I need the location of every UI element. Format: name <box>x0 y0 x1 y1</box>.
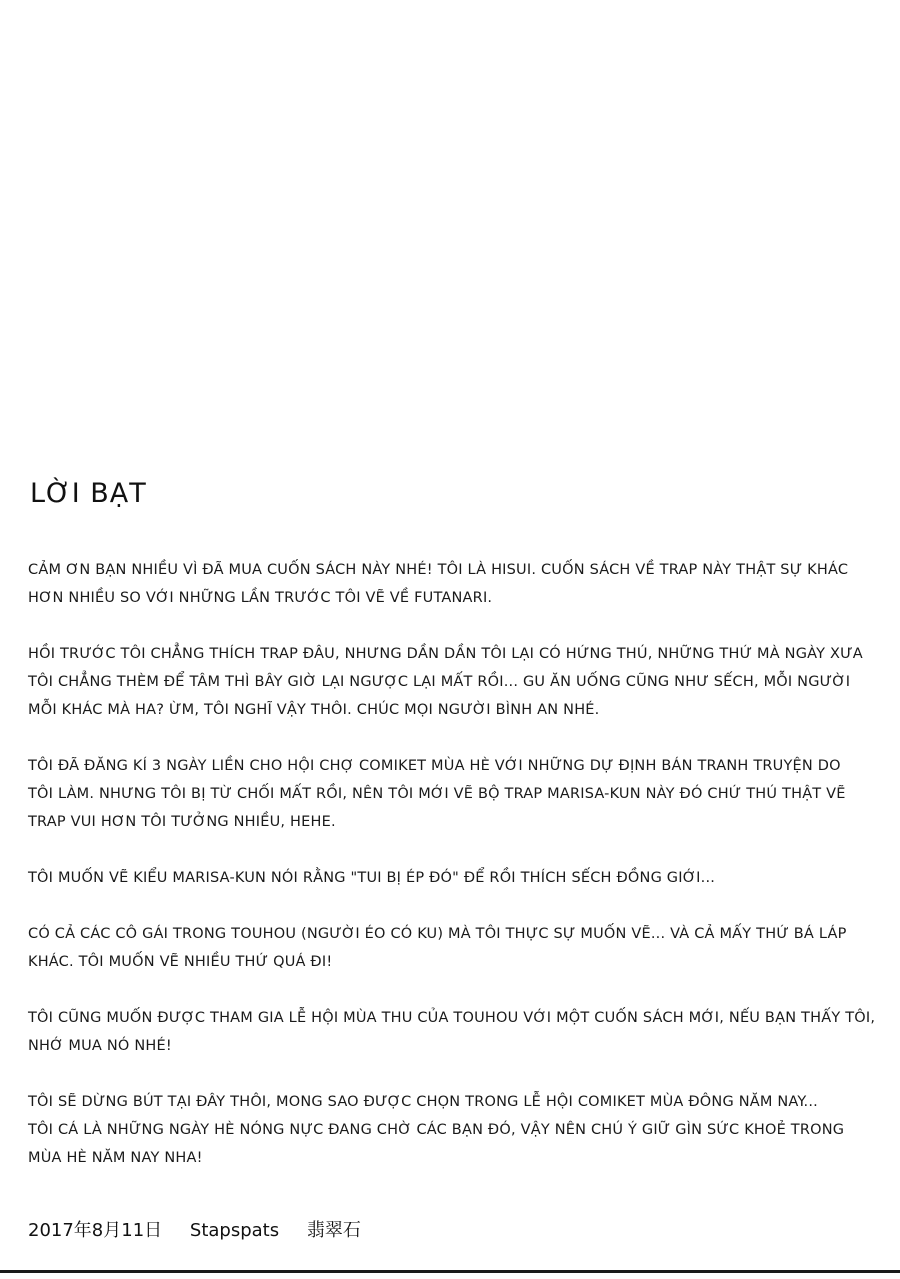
text-line: MÙA HÈ NĂM NAY NHA! <box>28 1150 203 1166</box>
footer-date: 2017年8月11日 <box>28 1220 163 1241</box>
footer-circle-name: Stapspats <box>189 1220 280 1241</box>
text-line: CÓ CẢ CÁC CÔ GÁI TRONG TOUHOU (NGƯỜI ÉO CÓ KU) MÀ TÔI THỰC SỰ MUỐN VẼ... VÀ CẢ MẤY THỨ BÁ LÁP <box>28 926 847 942</box>
text-line: CẢM ƠN BẠN NHIỀU VÌ ĐÃ MUA CUỐN SÁCH NÀY NHÉ! TÔI LÀ HISUI. CUỐN SÁCH VỀ TRAP NÀY THẬT SỰ KHÁC <box>28 562 849 578</box>
text-line: MỖI KHÁC MÀ HA? ỪM, TÔI NGHĨ VẬY THÔI. CHÚC MỌI NGƯỜI BÌNH AN NHÉ. <box>28 702 600 718</box>
signature-footer <box>28 1216 383 1242</box>
text-line: TÔI CÁ LÀ NHỮNG NGÀY HÈ NÓNG NỰC ĐANG CHỜ CÁC BẠN ĐÓ, VẬY NÊN CHÚ Ý GIỮ GÌN SỨC KHOẺ TRONG <box>28 1122 845 1138</box>
text-line: KHÁC. TÔI MUỐN VẼ NHIỀU THỨ QUÁ ĐI! <box>28 954 333 970</box>
text-line: HƠN NHIỀU SO VỚI NHỮNG LẦN TRƯỚC TÔI VẼ VỀ FUTANARI. <box>28 590 493 606</box>
text-line: TÔI SẼ DỪNG BÚT TẠI ĐÂY THÔI, MONG SAO ĐƯỢC CHỌN TRONG LỄ HỘI COMIKET MÙA ĐÔNG NĂM NAY... <box>28 1094 818 1110</box>
text-line: TÔI ĐÃ ĐĂNG KÍ 3 NGÀY LIỀN CHO HỘI CHỢ COMIKET MÙA HÈ VỚI NHỮNG DỰ ĐỊNH BÁN TRANH TRUYỆN DO <box>28 758 841 774</box>
text-line: TÔI CŨNG MUỐN ĐƯỢC THAM GIA LỄ HỘI MÙA THU CỦA TOUHOU VỚI MỘT CUỐN SÁCH MỚI, NẾU BẠN THẤY TÔI, <box>28 1010 876 1026</box>
paragraph <box>28 1088 868 1172</box>
page-title: LỜI BẠT <box>30 478 147 509</box>
paragraph <box>28 556 868 612</box>
paragraph <box>28 752 868 836</box>
text-line: NHỚ MUA NÓ NHÉ! <box>28 1038 172 1054</box>
text-line: TRAP VUI HƠN TÔI TƯỞNG NHIỀU, HEHE. <box>28 814 336 830</box>
text-line: TÔI MUỐN VẼ KIỂU MARISA-KUN NÓI RẰNG "TUI BỊ ÉP ĐÓ" ĐỂ RỒI THÍCH SẾCH ĐỒNG GIỚI... <box>28 870 716 886</box>
bottom-edge-line <box>0 1270 900 1273</box>
text-line: TÔI CHẲNG THÈM ĐỂ TÂM THÌ BÂY GIỜ LẠI NGƯỢC LẠI MẤT RỒI... GU ĂN UỐNG CŨNG NHƯ SẾCH, MỖI NGƯỜI <box>28 674 851 690</box>
paragraph <box>28 920 868 976</box>
text-line: HỒI TRƯỚC TÔI CHẲNG THÍCH TRAP ĐÂU, NHƯNG DẦN DẦN TÔI LẠI CÓ HỨNG THÚ, NHỮNG THỨ MÀ NGÀY XƯA <box>28 646 863 662</box>
paragraph <box>28 1004 876 1060</box>
text-line: TÔI LÀM. NHƯNG TÔI BỊ TỪ CHỐI MẤT RỒI, NÊN TÔI MỚI VẼ BỘ TRAP MARISA-KUN NÀY ĐÓ CHỨ THÚ THẬT VẼ <box>28 786 846 802</box>
paragraph <box>28 864 868 892</box>
afterword-body <box>28 556 876 1200</box>
paragraph <box>28 640 868 724</box>
footer-author-name: 翡翠石 <box>306 1220 361 1241</box>
